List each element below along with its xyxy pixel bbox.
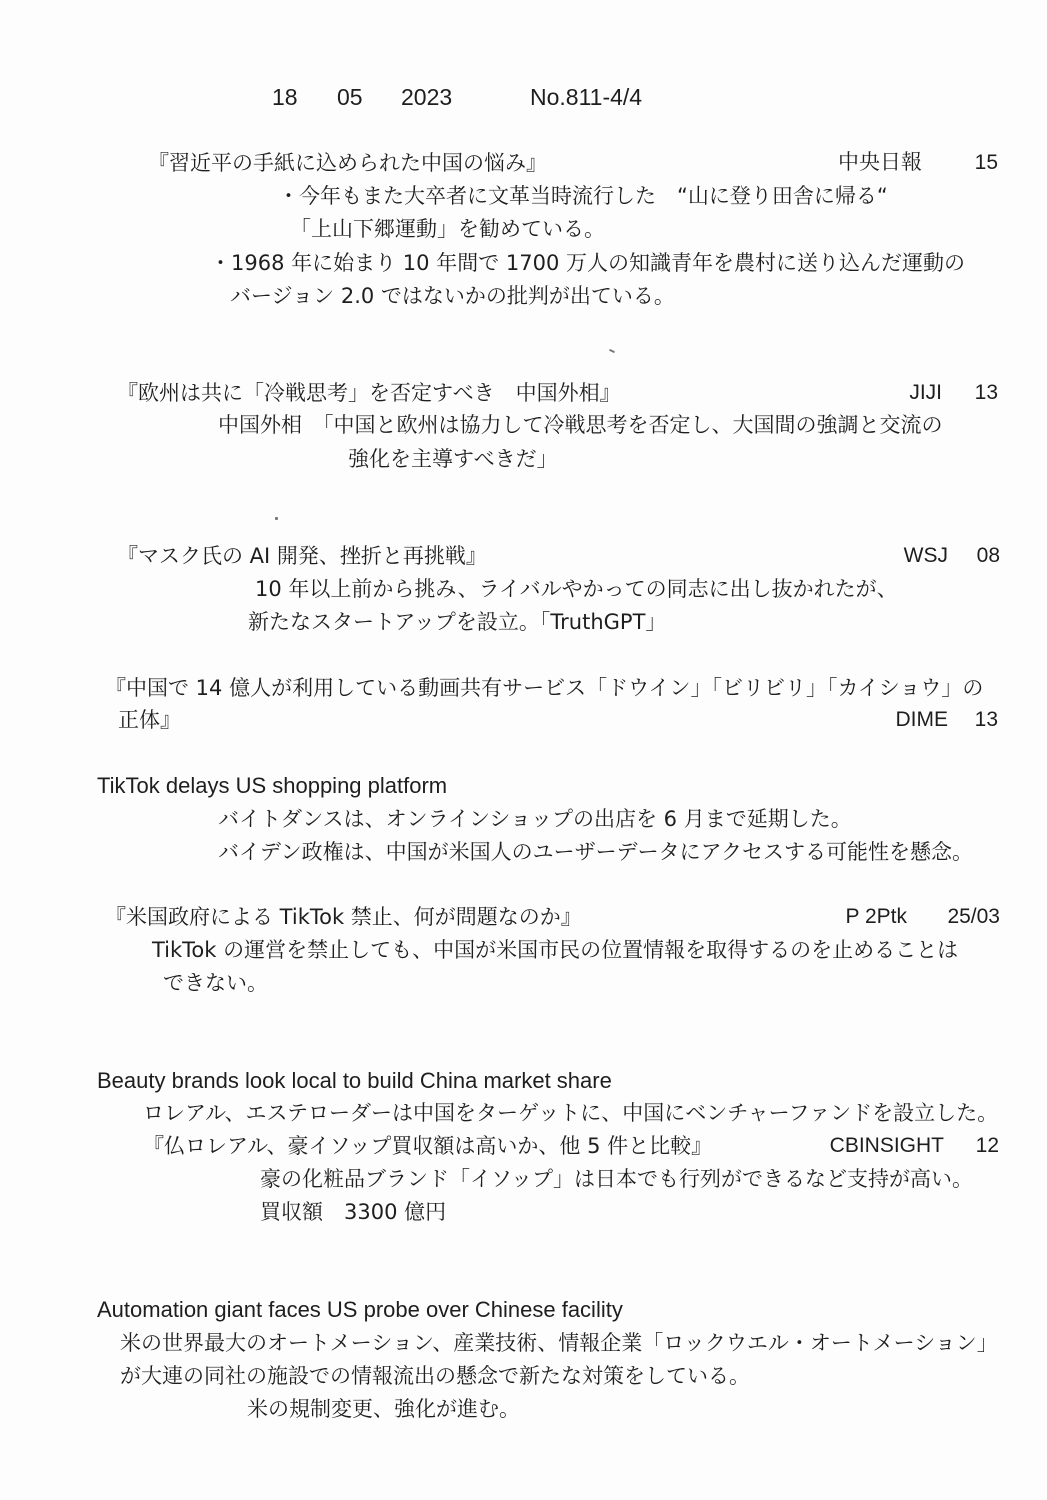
article-ref: 13: [974, 708, 998, 731]
article-line: バージョン 2.0 ではないかの批判が出ている。: [230, 284, 675, 308]
article-ref: 12: [975, 1134, 999, 1157]
article-source: JIJI: [909, 381, 942, 404]
article-source: P 2Ptk: [845, 905, 907, 928]
article-headline: Automation giant faces US probe over Chinese facility: [97, 1297, 623, 1322]
header-year: 2023: [401, 84, 453, 110]
header-issue-number: No.811-4/4: [530, 84, 643, 110]
article-line: できない。: [163, 971, 268, 995]
article-line: 買収額 3300 億円: [260, 1200, 447, 1224]
article-title: 正体』: [118, 708, 181, 732]
article-title: 『仏ロレアル、豪イソップ買収額は高いか、他 5 件と比較』: [143, 1134, 713, 1158]
article-line: 中国外相 「中国と欧州は協力して冷戦思考を否定し、大国間の強調と交流の: [218, 413, 943, 437]
article-source: CBINSIGHT: [829, 1134, 944, 1157]
article-line: 豪の化粧品ブランド「イソップ」は日本でも行列ができるなど支持が高い。: [260, 1167, 973, 1191]
article-line: 新たなスタートアップを設立。「TruthGPT」: [248, 610, 667, 634]
article-line: 「上山下郷運動」を勧めている。: [290, 217, 605, 241]
article-ref: 08: [976, 544, 1000, 567]
article-line: ・今年もまた大卒者に文革当時流行した “山に登り田舎に帰る“: [278, 184, 888, 208]
article-line: 強化を主導すべきだ」: [348, 447, 558, 471]
article-title: 『米国政府による TikTok 禁止、何が問題なのか』: [105, 905, 582, 929]
article-line: バイトダンスは、オンラインショップの出店を 6 月まで延期した。: [218, 807, 852, 831]
article-title: 『欧州は共に「冷戦思考」を否定すべき 中国外相』: [117, 381, 621, 405]
article-summary: ロレアル、エステローダーは中国をターゲットに、中国にベンチャーファンドを設立した。: [143, 1101, 999, 1125]
article-headline: Beauty brands look local to build China market share: [97, 1068, 612, 1093]
article-line: バイデン政権は、中国が米国人のユーザーデータにアクセスする可能性を懸念。: [218, 840, 973, 864]
article-headline: TikTok delays US shopping platform: [97, 773, 448, 798]
article-ref: 25/03: [947, 905, 1000, 928]
article-ref: 13: [974, 381, 998, 404]
article-title: 『習近平の手紙に込められた中国の悩み』: [148, 151, 547, 175]
article-line: ・1968 年に始まり 10 年間で 1700 万人の知識青年を農村に送り込んだ運動の: [210, 251, 965, 275]
article-source: WSJ: [903, 544, 948, 567]
article-line: 米の規制変更、強化が進む。: [247, 1397, 520, 1421]
article-line: TikTok の運営を禁止しても、中国が米国市民の位置情報を取得するのを止めることは: [152, 938, 959, 962]
article-title: 『中国で 14 億人が利用している動画共有サービス「ドウイン」「ビリビリ」「カイショウ」の: [105, 676, 984, 700]
article-line: 10 年以上前から挑み、ライバルやかっての同志に出し抜かれたが、: [255, 577, 898, 601]
article-source: DIME: [895, 708, 948, 731]
scan-speck: [609, 349, 615, 353]
article-ref: 15: [974, 151, 998, 174]
header-month: 05: [337, 84, 363, 110]
article-line: が大連の同社の施設での情報流出の懸念で新たな対策をしている。: [120, 1364, 750, 1388]
article-title: 『マスク氏の AI 開発、挫折と再挑戦』: [117, 544, 487, 568]
article-line: 米の世界最大のオートメーション、産業技術、情報企業「ロックウエル・オートメーション」: [120, 1331, 998, 1355]
header-day: 18: [272, 84, 298, 110]
scan-speck: [275, 517, 278, 520]
article-source: 中央日報: [838, 151, 922, 174]
